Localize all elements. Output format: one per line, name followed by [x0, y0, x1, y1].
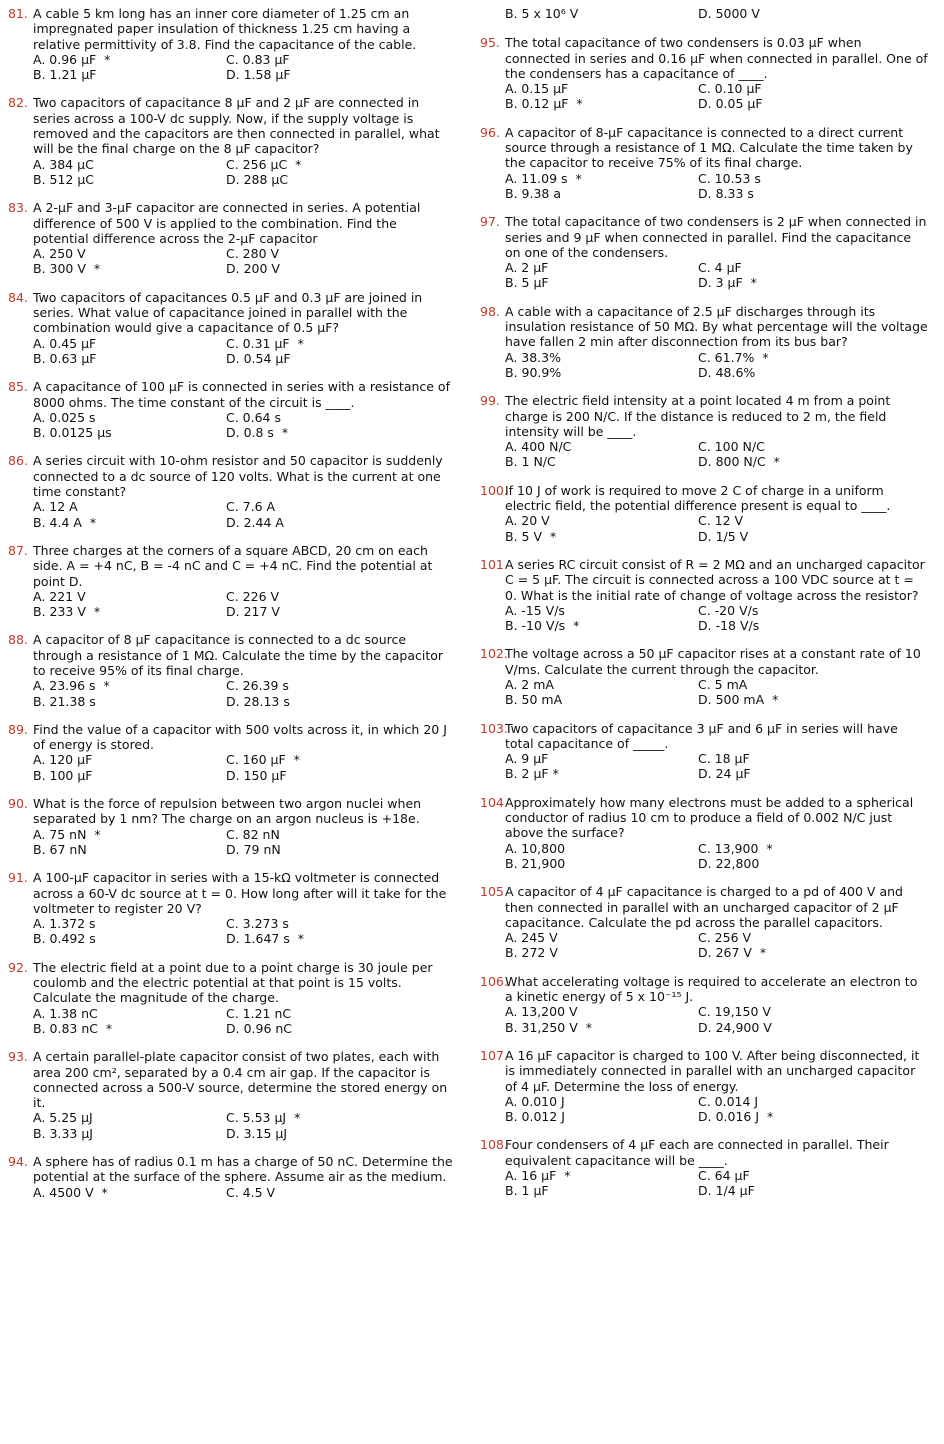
- question-106: [480, 974, 928, 1035]
- option-d: D. 0.05 μF: [698, 96, 763, 112]
- option-b: B. 50 mA: [505, 692, 563, 708]
- question-number: 85.: [8, 379, 28, 395]
- question-number: 98.: [480, 303, 500, 319]
- question-text: A series RC circuit consist of R = 2 MΩ and an uncharged capacitor C = 5 μF. The circuit is connected across a 100 VDC source at t = 0. What is the initial rate of change of voltage across the resistor?: [505, 556, 925, 603]
- question-text: A capacitor of 8-μF capacitance is connected to a direct current source through a resistance of 1 MΩ. Calculate the time taken by the capacitor to receive 75% of its final charge.: [505, 124, 913, 171]
- question-number: 95.: [480, 35, 500, 51]
- option-a: A. 120 μF: [33, 752, 93, 768]
- option-a: A. 221 V: [33, 588, 86, 604]
- option-a: A. 0.96 μF *: [33, 51, 111, 67]
- question-108: [480, 1137, 928, 1198]
- question-88: [8, 632, 456, 708]
- option-b: B. 0.0125 μs: [33, 425, 112, 441]
- option-c: C. 7.6 A: [226, 499, 276, 515]
- options: [33, 678, 456, 709]
- question-number: 88.: [8, 632, 28, 648]
- option-d: D. 1.58 μF: [226, 67, 291, 83]
- option-d: D. 22,800: [698, 855, 760, 871]
- option-c: C. 10.53 s: [698, 170, 761, 186]
- options: [505, 603, 928, 634]
- option-c: C. 82 nN: [226, 826, 280, 842]
- option-b: B. 21,900: [505, 855, 566, 871]
- option-c: C. 4 μF: [698, 260, 742, 276]
- option-a: A. 38.3%: [505, 349, 561, 365]
- option-a: A. 400 N/C: [505, 439, 572, 455]
- question-text: Approximately how many electrons must be added to a spherical conductor of radius 10 cm to produce a field of 0.002 N/C just above the surface?: [505, 794, 914, 841]
- option-b: B. 1 N/C: [505, 454, 556, 470]
- option-d: D. 28.13 s: [226, 693, 290, 709]
- option-c: C. 5 mA: [698, 676, 748, 692]
- option-a: A. 12 A: [33, 499, 78, 515]
- options: [505, 260, 928, 291]
- option-c: C. 26.39 s: [226, 678, 289, 694]
- question-text: The total capacitance of two condensers is 2 μF when connected in series and 9 μF when connected in parallel. Find the capacitance on one of the condensers.: [505, 214, 927, 260]
- question-92: [8, 960, 456, 1036]
- question-number: 102.: [480, 646, 508, 662]
- question-number: 97.: [480, 214, 500, 230]
- option-c: C. 256 V: [698, 930, 752, 946]
- option-b: B. -10 V/s *: [505, 618, 580, 634]
- question-91: [8, 870, 456, 946]
- option-b: B. 0.83 nC *: [33, 1020, 113, 1036]
- option-d: D. 3.15 μJ: [226, 1125, 288, 1141]
- option-b: B. 0.63 μF: [33, 350, 97, 366]
- option-a: A. 13,200 V: [505, 1004, 578, 1020]
- question-number: 107.: [480, 1047, 508, 1063]
- question-102: [480, 646, 928, 707]
- question-text: A sphere has of radius 0.1 m has a charge of 50 nC. Determine the potential at the surface of the sphere. Assume air as the medium.: [33, 1154, 453, 1185]
- option-d: D. 0.96 nC: [226, 1020, 293, 1036]
- question-89: [8, 722, 456, 783]
- option-d: D. 267 V *: [698, 945, 767, 961]
- question-90: [8, 796, 456, 857]
- option-a: A. 5.25 μJ: [33, 1110, 93, 1126]
- option-a: A. 0.15 μF: [505, 81, 569, 97]
- question-81: [8, 6, 456, 82]
- question-103: [480, 721, 928, 782]
- option-d: D. 1/5 V: [698, 528, 749, 544]
- option-d: D. 48.6%: [698, 364, 756, 380]
- option-c: C. 0.83 μF: [226, 51, 290, 67]
- options: [505, 1094, 928, 1125]
- option-b: B. 31,250 V *: [505, 1019, 592, 1035]
- option-c: C. 4.5 V: [226, 1184, 276, 1200]
- option-a: A. 1.372 s: [33, 916, 96, 932]
- question-85: [8, 379, 456, 440]
- options: [505, 171, 928, 202]
- option-c: C. 0.31 μF *: [226, 335, 304, 351]
- option-b: B. 100 μF: [33, 767, 93, 783]
- option-b: B. 5 μF: [505, 275, 549, 291]
- question-text: Two capacitors of capacitances 0.5 μF and 0.3 μF are joined in series. What value of capacitance joined in parallel with the combination would give a capacitance of 0.5 μF?: [33, 289, 423, 336]
- options: [505, 439, 928, 470]
- option-b: B. 67 nN: [33, 841, 87, 857]
- option-c: C. 0.64 s: [226, 409, 281, 425]
- question-number: 105.: [480, 884, 508, 900]
- question-text: What is the force of repulsion between two argon nuclei when separated by 1 nm? The charge on an argon nucleus is +18e.: [33, 796, 422, 827]
- question-text: A cable with a capacitance of 2.5 μF discharges through its insulation resistance of 50 MΩ. By what percentage will the voltage have fallen 2 min after disconnection from its bus bar?: [505, 303, 928, 350]
- question-95: [480, 35, 928, 111]
- question-text: Four condensers of 4 μF each are connected in parallel. Their equivalent capacitance will be ____.: [505, 1137, 889, 1168]
- options: [505, 1168, 928, 1199]
- question-text: The electric field at a point due to a point charge is 30 joule per coulomb and the electric potential at that point is 15 volts. Calculate the magnitude of the charge.: [33, 959, 433, 1006]
- question-83: [8, 200, 456, 276]
- question-text: A certain parallel-plate capacitor consist of two plates, each with area 200 cm², separated by a 0.4 cm air gap. If the capacitor is connected across a 500-V source, determine the stored energy on it.: [33, 1049, 448, 1111]
- option-c: C. 64 μF: [698, 1168, 750, 1183]
- option-a: A. 20 V: [505, 513, 550, 529]
- option-b: B. 9.38 a: [505, 185, 561, 201]
- option-d: D. 1/4 μF: [698, 1183, 755, 1199]
- question-number: 99.: [480, 393, 500, 409]
- options: [33, 1185, 456, 1200]
- option-c: C. 0.10 μF: [698, 81, 762, 97]
- option-a: A. 23.96 s *: [33, 678, 110, 694]
- question-text: The voltage across a 50 μF capacitor rises at a constant rate of 10 V/ms. Calculate the current through the capacitor.: [505, 646, 921, 677]
- options: [505, 513, 928, 544]
- option-d: D. 1.647 s *: [226, 931, 305, 947]
- option-c: C. 280 V: [226, 246, 280, 262]
- option-b: B. 0.492 s: [33, 931, 96, 947]
- option-c: C. 12 V: [698, 513, 744, 529]
- option-d: D. 288 μC: [226, 171, 289, 187]
- question-number: 104.: [480, 794, 508, 810]
- option-c: C. 19,150 V: [698, 1004, 771, 1020]
- option-d: D. -18 V/s: [698, 618, 760, 634]
- option-d: D. 200 V: [226, 261, 280, 277]
- option-b: B. 5 V *: [505, 528, 557, 544]
- option-c: C. -20 V/s: [698, 602, 759, 618]
- option-d: D. 217 V: [226, 604, 280, 620]
- question-84: [8, 290, 456, 366]
- options: [33, 246, 456, 277]
- option-a: A. 9 μF: [505, 751, 549, 767]
- options: [33, 499, 456, 530]
- option-a: A. 250 V: [33, 246, 86, 262]
- options: [505, 6, 928, 21]
- option-d: D. 8.33 s: [698, 185, 754, 201]
- question-number: 83.: [8, 200, 28, 216]
- option-b: B. 0.012 J: [505, 1109, 565, 1125]
- question-99: [480, 393, 928, 469]
- question-number: 106.: [480, 973, 508, 989]
- option-d: D. 2.44 A: [226, 514, 284, 530]
- question-text: A 2-μF and 3-μF capacitor are connected in series. A potential difference of 500 V is applied to the combination. Find the potential difference across the 2-μF capacitor: [33, 200, 421, 246]
- options: [505, 677, 928, 708]
- option-d: D. 3 μF *: [698, 275, 757, 291]
- options: [505, 841, 928, 872]
- question-text: Find the value of a capacitor with 500 volts across it, in which 20 J of energy is stored.: [33, 721, 447, 753]
- option-b: B. 512 μC: [33, 171, 95, 187]
- question-text: If 10 J of work is required to move 2 C of charge in a uniform electric field, the potential difference present is equal to ____.: [505, 482, 891, 514]
- question-text: Two capacitors of capacitance 8 μF and 2 μF are connected in series across a 100-V dc supply. Now, if the supply voltage is removed and the capacitors are then connected in parallel, what will be the final charge on the 8 μF capacitor?: [33, 95, 440, 157]
- question-number: 81.: [8, 6, 28, 21]
- question-text: What accelerating voltage is required to accelerate an electron to a kinetic energy of 5 x 10⁻¹⁵ J.: [505, 973, 918, 1005]
- option-a: A. 75 nN *: [33, 826, 101, 842]
- question-97: [480, 214, 928, 290]
- question-text: A cable 5 km long has an inner core diameter of 1.25 cm an impregnated paper insulation of thickness 1.25 cm having a relative permittivity of 3.8. Find the capacitance of the cable.: [33, 6, 417, 52]
- option-d: D. 24,900 V: [698, 1019, 772, 1035]
- option-c: C. 3.273 s: [226, 916, 289, 932]
- question-94: [8, 1154, 456, 1200]
- question-number: 100.: [480, 482, 508, 498]
- options: [33, 916, 456, 947]
- question-text: A series circuit with 10-ohm resistor and 50 capacitor is suddenly connected to a dc source of 120 volts. What is the current at one time constant?: [33, 453, 443, 500]
- question-text: The total capacitance of two condensers is 0.03 μF when connected in series and 0.16 μF when connected in parallel. One of the condensers has a capacitance of ____.: [505, 35, 928, 81]
- question-93: [8, 1049, 456, 1141]
- option-b: B. 5 x 10⁶ V: [505, 6, 579, 21]
- option-b: B. 300 V *: [33, 261, 101, 277]
- question-94-continuation: [480, 6, 928, 21]
- question-number: 90.: [8, 796, 28, 812]
- options: [505, 81, 928, 112]
- option-c: C. 226 V: [226, 588, 280, 604]
- option-c: C. 5.53 μJ *: [226, 1110, 301, 1126]
- option-c: C. 13,900 *: [698, 840, 773, 856]
- option-a: A. 2 mA: [505, 676, 554, 692]
- question-text: Three charges at the corners of a square ABCD, 20 cm on each side. A = +4 nC, B = -4 nC and C = +4 nC. Find the potential at point D.: [33, 542, 433, 589]
- option-b: B. 233 V *: [33, 604, 101, 620]
- options: [33, 1006, 456, 1037]
- options: [505, 930, 928, 961]
- option-a: A. 4500 V *: [33, 1184, 108, 1200]
- question-107: [480, 1048, 928, 1124]
- question-96: [480, 125, 928, 201]
- option-d: D. 5000 V: [698, 6, 760, 21]
- option-b: B. 4.4 A *: [33, 514, 97, 530]
- question-98: [480, 304, 928, 380]
- question-number: 89.: [8, 721, 28, 737]
- options: [33, 52, 456, 83]
- option-a: A. 0.010 J: [505, 1093, 565, 1109]
- option-d: D. 0.54 μF: [226, 350, 291, 366]
- question-text: A capacitor of 4 μF capacitance is charged to a pd of 400 V and then connected in parallel with an uncharged capacitor of 2 μF capacitance. Calculate the pd across the parallel capacitors.: [505, 884, 903, 930]
- option-d: D. 24 μF: [698, 766, 751, 782]
- option-a: A. 10,800: [505, 840, 566, 856]
- options: [33, 827, 456, 858]
- question-text: Two capacitors of capacitance 3 μF and 6 μF in series will have total capacitance of _____.: [505, 720, 898, 751]
- options: [505, 350, 928, 381]
- question-text: A capacitor of 8 μF capacitance is connected to a dc source through a resistance of 1 MΩ. Calculate the time by the capacitor to receive 95% of its final charge.: [33, 632, 444, 678]
- option-a: A. 384 μC: [33, 156, 94, 172]
- option-c: C. 256 μC *: [226, 156, 302, 172]
- question-number: 93.: [8, 1049, 28, 1065]
- option-c: C. 61.7% *: [698, 349, 769, 365]
- question-number: 96.: [480, 124, 500, 140]
- option-c: C. 0.014 J: [698, 1093, 759, 1109]
- option-b: B. 0.12 μF *: [505, 96, 583, 112]
- option-c: C. 1.21 nC: [226, 1005, 292, 1021]
- options: [33, 410, 456, 441]
- question-104: [480, 795, 928, 871]
- option-d: D. 800 N/C *: [698, 454, 780, 470]
- option-a: A. 16 μF *: [505, 1168, 571, 1183]
- question-number: 87.: [8, 542, 28, 558]
- option-a: A. 245 V: [505, 930, 558, 946]
- option-a: A. -15 V/s: [505, 602, 565, 618]
- option-c: C. 160 μF *: [226, 752, 300, 768]
- question-number: 92.: [8, 959, 28, 975]
- question-text: A capacitance of 100 μF is connected in series with a resistance of 8000 ohms. The time constant of the circuit is ____.: [33, 379, 450, 410]
- options: [33, 157, 456, 188]
- option-d: D. 0.016 J *: [698, 1109, 774, 1125]
- option-a: A. 2 μF: [505, 260, 549, 276]
- option-b: B. 1 μF: [505, 1183, 549, 1199]
- option-d: D. 79 nN: [226, 841, 281, 857]
- option-b: B. 2 μF *: [505, 766, 559, 782]
- options: [33, 1110, 456, 1141]
- left-column: [8, 6, 456, 1213]
- options: [33, 752, 456, 783]
- question-number: 82.: [8, 95, 28, 111]
- question-text: A 100-μF capacitor in series with a 15-kΩ voltmeter is connected across a 60-V dc source at t = 0. How long after will it take for the voltmeter to register 20 V?: [33, 870, 447, 916]
- option-a: A. 11.09 s *: [505, 170, 582, 186]
- question-82: [8, 95, 456, 187]
- question-100: [480, 483, 928, 544]
- option-b: B. 90.9%: [505, 364, 562, 380]
- options: [33, 336, 456, 367]
- option-a: A. 0.025 s: [33, 409, 96, 425]
- options: [505, 1004, 928, 1035]
- question-86: [8, 453, 456, 529]
- question-number: 101.: [480, 556, 508, 572]
- question-number: 94.: [8, 1154, 28, 1169]
- option-b: B. 3.33 μJ: [33, 1125, 93, 1141]
- options: [505, 751, 928, 782]
- question-number: 86.: [8, 453, 28, 469]
- question-text: A 16 μF capacitor is charged to 100 V. After being disconnected, it is immediately connected in parallel with an uncharged capacitor of 4 μF. Determine the loss of energy.: [505, 1047, 920, 1094]
- option-d: D. 500 mA *: [698, 692, 779, 708]
- option-b: B. 272 V: [505, 945, 558, 961]
- question-105: [480, 884, 928, 960]
- question-87: [8, 543, 456, 619]
- right-column: [480, 6, 928, 1212]
- question-number: 103.: [480, 720, 508, 736]
- question-number: 91.: [8, 870, 28, 886]
- question-text: The electric field intensity at a point located 4 m from a point charge is 200 N/C. If the distance is reduced to 2 m, the field intensity will be ____.: [505, 393, 891, 439]
- option-c: C. 100 N/C: [698, 439, 765, 455]
- option-a: A. 1.38 nC: [33, 1005, 98, 1021]
- option-b: B. 21.38 s: [33, 693, 96, 709]
- question-number: 84.: [8, 289, 28, 305]
- option-d: D. 0.8 s *: [226, 425, 289, 441]
- option-a: A. 0.45 μF: [33, 335, 97, 351]
- options: [33, 589, 456, 620]
- option-c: C. 18 μF: [698, 751, 750, 767]
- option-d: D. 150 μF: [226, 767, 287, 783]
- question-number: 108.: [480, 1137, 508, 1153]
- question-101: [480, 557, 928, 633]
- option-b: B. 1.21 μF: [33, 67, 97, 83]
